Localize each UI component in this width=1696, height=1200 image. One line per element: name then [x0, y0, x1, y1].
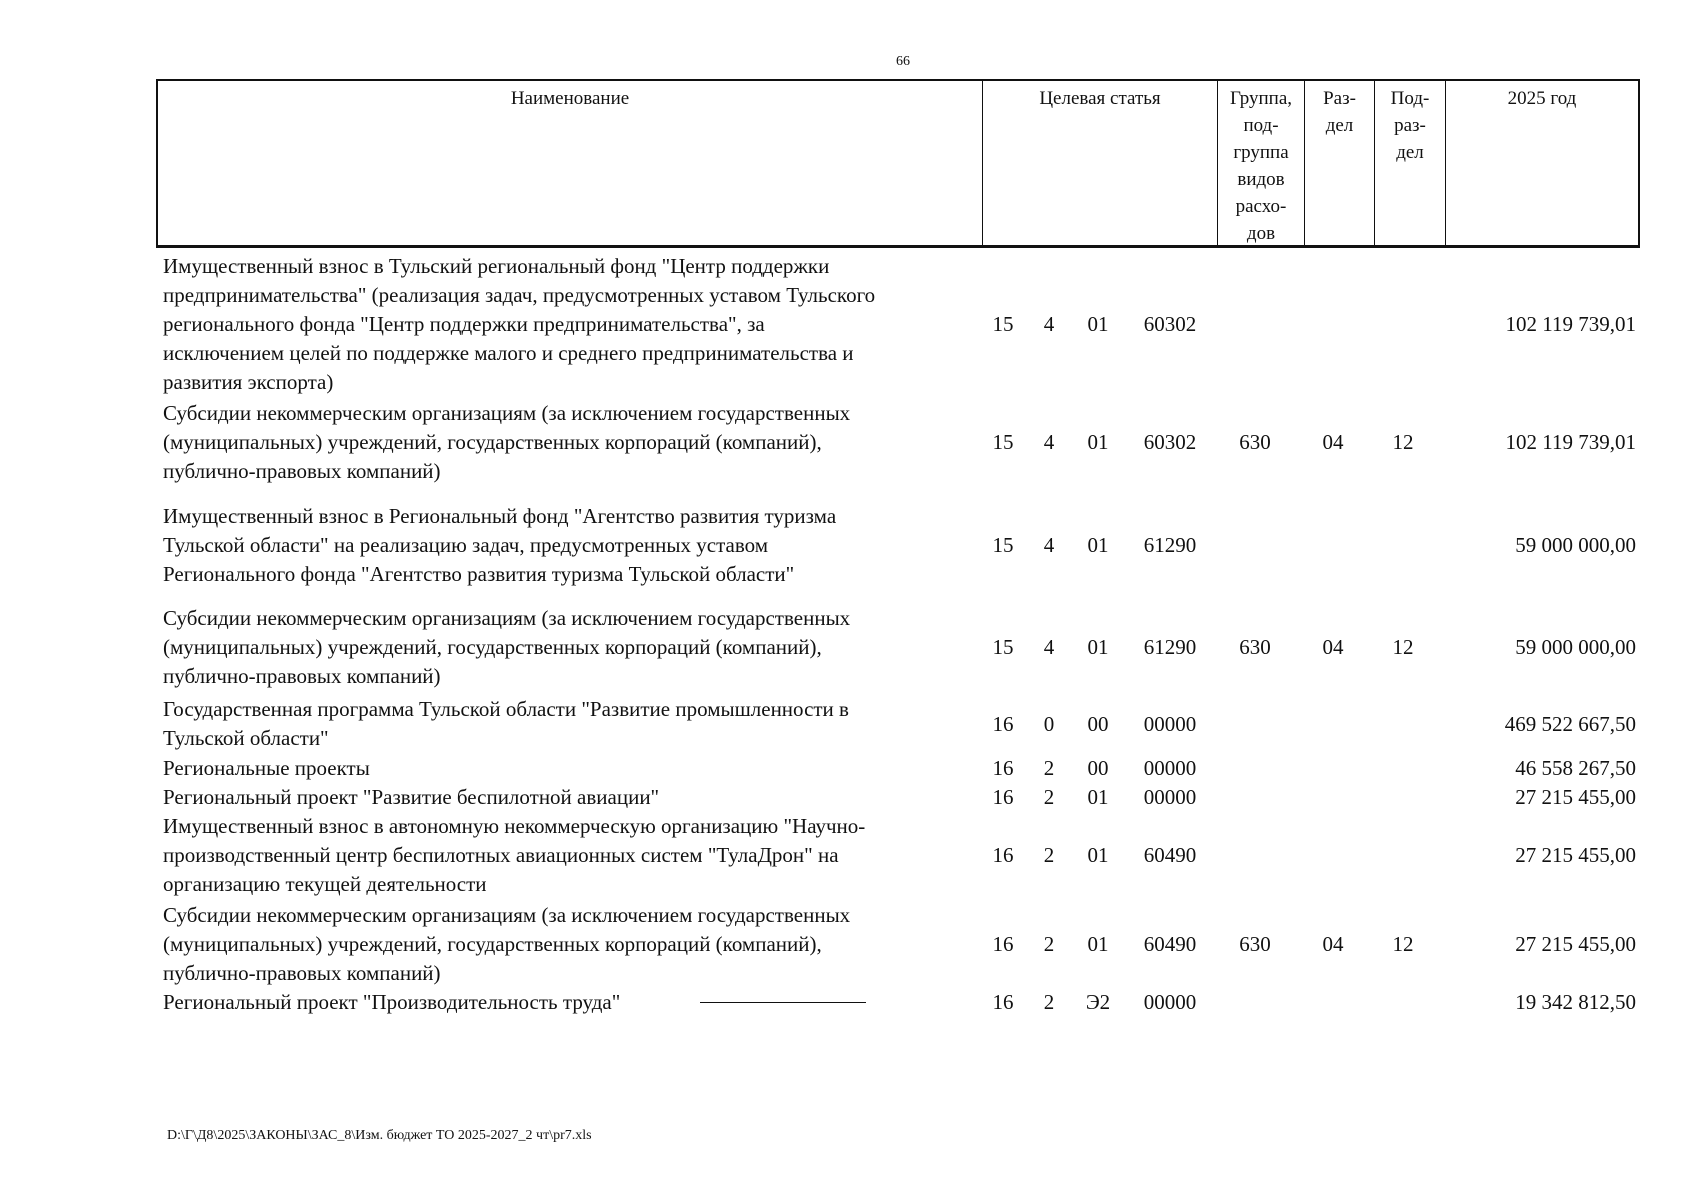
code-direction: 60490: [1143, 932, 1197, 956]
code-element: 01: [1087, 312, 1109, 336]
file-path-footer: D:\Г\Д8\2025\ЗАКОНЫ\ЗАС_8\Изм. бюджет ТО 2025-2027_2 чт\pr7.xls: [167, 1128, 592, 1143]
amount: 469 522 667,50: [1504, 712, 1636, 736]
code-element: 01: [1087, 430, 1109, 454]
row-name: Имущественный взнос в автономную некоммерческую организацию "Научно- производственный центр беспилотных авиационных систем "ТулаДрон" на организацию текущей деятельности: [163, 814, 866, 896]
code-direction: 60302: [1143, 430, 1197, 454]
code-subprogram: 2: [1043, 843, 1055, 867]
header-year: 2025 год: [1507, 88, 1577, 109]
amount: 59 000 000,00: [1515, 635, 1636, 659]
page-number: 66: [896, 54, 910, 69]
code-direction: 61290: [1143, 635, 1197, 659]
section: 04: [1322, 932, 1344, 956]
code-subprogram: 2: [1043, 932, 1055, 956]
table-header: [156, 79, 1640, 248]
code-program: 16: [992, 990, 1014, 1014]
code-program: 15: [992, 635, 1014, 659]
header-group: Группа, под- группа видов расхо- дов: [1218, 81, 1305, 245]
amount: 19 342 812,50: [1515, 990, 1636, 1014]
code-program: 16: [992, 756, 1014, 780]
section: 04: [1322, 635, 1344, 659]
code-program: 15: [992, 430, 1014, 454]
amount: 102 119 739,01: [1505, 430, 1636, 454]
code-element: 00: [1087, 712, 1109, 736]
code-subprogram: 0: [1043, 712, 1055, 736]
header-subsection: Под- раз- дел: [1375, 81, 1446, 245]
code-direction: 00000: [1143, 712, 1197, 736]
code-direction: 00000: [1143, 785, 1197, 809]
row-name: Региональные проекты: [163, 756, 370, 780]
code-subprogram: 2: [1043, 990, 1055, 1014]
code-subprogram: 4: [1043, 533, 1055, 557]
code-direction: 60490: [1143, 843, 1197, 867]
amount: 27 215 455,00: [1515, 932, 1636, 956]
code-program: 15: [992, 312, 1014, 336]
code-subprogram: 4: [1043, 312, 1055, 336]
section: 04: [1322, 430, 1344, 454]
code-element: 01: [1087, 635, 1109, 659]
amount: 27 215 455,00: [1515, 843, 1636, 867]
code-direction: 61290: [1143, 533, 1197, 557]
row-name: Имущественный взнос в Тульский региональный фонд "Центр поддержки предпринимательства" (реализация задач, предусмотренных уставом Тульского регионального фонда "Центр поддержки предпринимательства", за исключением целей по поддержке малого и среднего предпринимательства и развития экспорта): [163, 254, 876, 394]
row-name: Региональный проект "Развитие беспилотной авиации": [163, 785, 660, 809]
row-name: Региональный проект "Производительность труда": [163, 990, 621, 1014]
code-direction: 00000: [1143, 756, 1197, 780]
subsection: 12: [1392, 635, 1414, 659]
amount: 59 000 000,00: [1515, 533, 1636, 557]
expense-group: 630: [1239, 932, 1271, 956]
code-element: 01: [1087, 932, 1109, 956]
expense-group: 630: [1239, 430, 1271, 454]
row-name: Субсидии некоммерческим организациям (за исключением государственных (муниципальных) учреждений, государственных корпораций (компаний), публично-правовых компаний): [163, 606, 851, 688]
code-element: 01: [1087, 533, 1109, 557]
subsection: 12: [1392, 932, 1414, 956]
code-program: 15: [992, 533, 1014, 557]
code-program: 16: [992, 712, 1014, 736]
row-name: Субсидии некоммерческим организациям (за исключением государственных (муниципальных) учреждений, государственных корпораций (компаний), публично-правовых компаний): [163, 401, 851, 483]
row-name: Имущественный взнос в Региональный фонд "Агентство развития туризма Тульской области" на реализацию задач, предусмотренных уставом Регионального фонда "Агентство развития туризма Тульской области": [163, 504, 837, 586]
dash-line: [700, 1002, 866, 1003]
code-element: Э2: [1085, 990, 1111, 1014]
row-name: Субсидии некоммерческим организациям (за исключением государственных (муниципальных) учреждений, государственных корпораций (компаний), публично-правовых компаний): [163, 903, 851, 985]
code-program: 16: [992, 843, 1014, 867]
row-name: Государственная программа Тульской области "Развитие промышленности в Тульской области": [163, 697, 849, 750]
code-element: 01: [1087, 785, 1109, 809]
code-program: 16: [992, 932, 1014, 956]
amount: 102 119 739,01: [1505, 312, 1636, 336]
code-element: 00: [1087, 756, 1109, 780]
code-direction: 00000: [1143, 990, 1197, 1014]
amount: 27 215 455,00: [1515, 785, 1636, 809]
code-element: 01: [1087, 843, 1109, 867]
code-subprogram: 4: [1043, 430, 1055, 454]
expense-group: 630: [1239, 635, 1271, 659]
code-subprogram: 2: [1043, 785, 1055, 809]
header-target-article: Целевая статья: [983, 81, 1218, 245]
code-subprogram: 2: [1043, 756, 1055, 780]
header-name: Наименование: [158, 81, 983, 245]
code-direction: 60302: [1143, 312, 1197, 336]
code-program: 16: [992, 785, 1014, 809]
subsection: 12: [1392, 430, 1414, 454]
amount: 46 558 267,50: [1515, 756, 1636, 780]
header-section: Раз- дел: [1305, 81, 1375, 245]
code-subprogram: 4: [1043, 635, 1055, 659]
